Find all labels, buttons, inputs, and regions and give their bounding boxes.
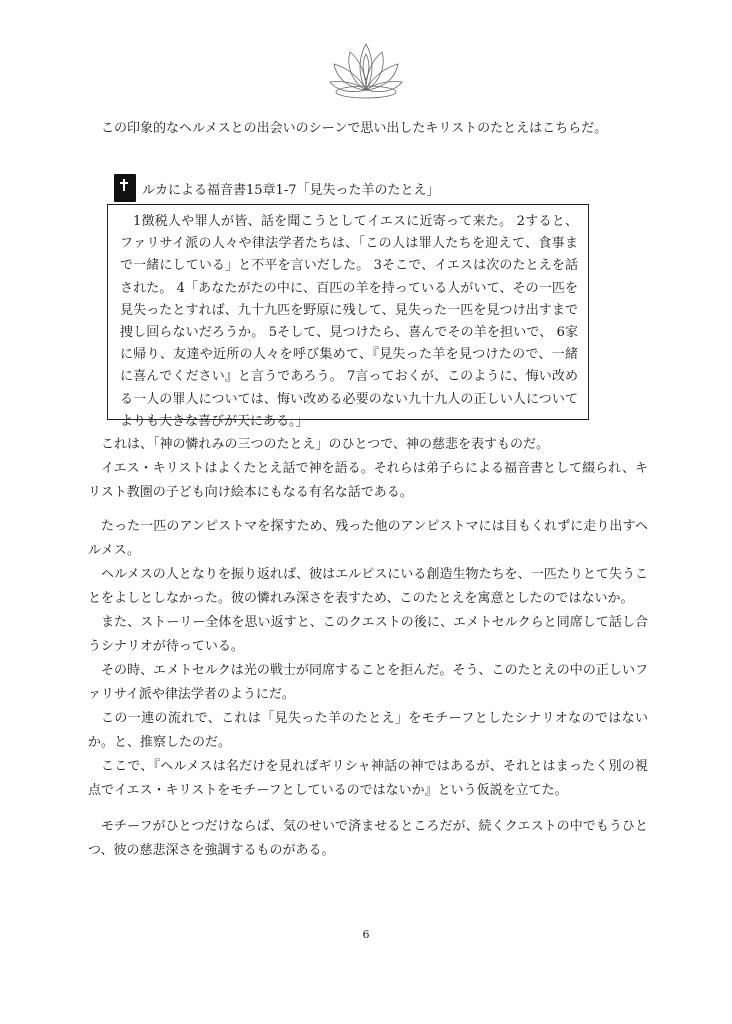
scripture-reference-title: ルカによる福音書15章1-7「見失った羊のたとえ」 — [142, 182, 440, 198]
body-paragraph-2: イエス・キリストはよくたとえ話で神を語る。それらは弟子らによる福音書として綴られ、キリスト教圏の子ども向け絵本にもなる有名な話である。 — [88, 461, 648, 500]
lotus-ornament-icon — [328, 40, 404, 102]
body-paragraph-5: また、ストーリー全体を思い返すと、このクエストの後に、エメトセルクらと同席して話し合うシナリオが待っている。 — [88, 615, 648, 654]
body-paragraph-9: モチーフがひとつだけならば、気のせいで済ませるところだが、続くクエストの中でもうひとつ、彼の慈悲深さを強調するものがある。 — [88, 819, 648, 858]
intro-paragraph: この印象的なヘルメスとの出会いのシーンで思い出したキリストのたとえはこちらだ。 — [101, 121, 608, 136]
scripture-quote-text: 1徴税人や罪人が皆、話を聞こうとしてイエスに近寄って来た。 2すると、ファリサイ派の人々や律法学者たちは、「この人は罪人たちを迎えて、食事まで一緒にしている」と不平を言いだした。 3そこで、イエスは次のたとえを話された。 4「あなたがたの中に、百匹の羊を持っている人がいて、その一匹を見失ったとすれば、九十九匹を野原に残して、見失った一匹を見つけ出すまで捜し回らないだろうか。 5そして、見つけたら、喜んでその羊を担いで、 6家に帰り、友達や近所の人々を呼び集めて、『見失った羊を見つけたので、一緒に喜んでください』と言うであろう。 7言っておくが、このように、悔い改める一人の罪人については、悔い改める必要のない九十九人の正しい人についてよりも大きな喜びが天にある。」 — [120, 214, 578, 429]
body-paragraph-8: ここで、『ヘルメスは名だけを見ればギリシャ神話の神ではあるが、それとはまったく別の視点でイエス・キリストをモチーフとしているのではないか』という仮説を立てた。 — [88, 759, 648, 798]
scripture-reference-header — [114, 174, 439, 202]
body-paragraph-6: その時、エメトセルクは光の戦士が同席することを拒んだ。そう、このたとえの中の正しいファリサイ派や律法学者のようにだ。 — [88, 663, 648, 702]
body-paragraph-3: たった一匹のアンピストマを探すため、残った他のアンピストマには目もくれずに走り出すヘルメス。 — [88, 519, 648, 558]
body-paragraph-4: ヘルメスの人となりを振り返れば、彼はエルピスにいる創造生物たちを、一匹たりとて失うことをよしとしなかった。彼の憐れみ深さを表すため、このたとえを寓意としたのではないか。 — [88, 567, 648, 606]
body-paragraph-1: これは、「神の憐れみの三つのたとえ」のひとつで、神の慈悲を表すものだ。 — [101, 437, 549, 452]
scripture-quote-box — [107, 204, 589, 429]
page-number: 6 — [362, 928, 370, 941]
body-paragraph-7: この一連の流れで、これは「見失った羊のたとえ」をモチーフとしたシナリオなのではないか。と、推察したのだ。 — [88, 711, 648, 750]
bible-icon — [114, 174, 136, 202]
